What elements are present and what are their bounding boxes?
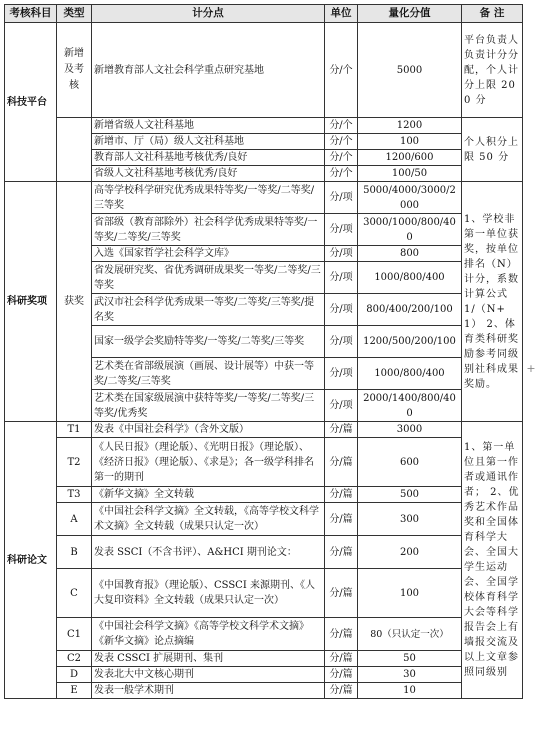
score-cell: 3000/1000/800/400 [358,214,462,246]
header-subject: 考核科目 [5,5,57,23]
score-cell: 30 [358,667,462,683]
type-award: 获奖 [57,182,92,422]
unit-cell: 分/篇 [325,667,358,683]
score-cell: 1200 [358,118,462,134]
type-cell: C [57,569,92,618]
score-cell: 100 [358,569,462,618]
remark-tech-2: 个人积分上限 50 分 [462,118,523,182]
score-cell: 600 [358,438,462,487]
unit-cell: 分/项 [325,214,358,246]
point-cell: 省部级（教育部除外）社会科学优秀成果特等奖/一等奖/二等奖/三等奖 [92,214,325,246]
unit-cell: 分/篇 [325,503,358,536]
type-cell: T1 [57,422,92,438]
type-cell: D [57,667,92,683]
table-row [5,438,523,487]
subject-paper: 科研论文 [5,422,57,699]
unit-cell: 分/个 [325,150,358,166]
point-cell: 《人民日报》（理论版）、《光明日报》（理论版）、《经济日报》（理论版）、《求是》；各一级学科排名第一的期刊 [92,438,325,487]
unit-cell: 分/个 [325,134,358,150]
type-new: 新增及考核 [57,23,92,118]
unit-cell: 分/项 [325,294,358,326]
table-row [5,618,523,651]
point-cell: 新增省级人文社科基地 [92,118,325,134]
unit-cell: 分/个 [325,118,358,134]
subject-award: 科研奖项 [5,182,57,422]
type-blank [57,118,92,182]
unit-cell: 分/项 [325,262,358,294]
score-cell: 200 [358,536,462,569]
score-cell: 1200/600 [358,150,462,166]
score-cell: 300 [358,503,462,536]
point-cell: 《中国社会科学文摘》《高等学校文科学术文摘》《新华文摘》论点摘编 [92,618,325,651]
table-row [5,422,523,438]
header-type: 类型 [57,5,92,23]
unit-cell: 分/篇 [325,618,358,651]
unit-cell: 分/篇 [325,422,358,438]
score-cell: 1000/800/400 [358,358,462,390]
point-cell: 新增市、厅（局）级人文社科基地 [92,134,325,150]
table-row [5,503,523,536]
unit-cell: 分/项 [325,246,358,262]
score-cell: 800 [358,246,462,262]
remark-tech-1: 平台负责人负责计分分配，个人计分上限 200 分 [462,23,523,118]
unit-cell: 分/篇 [325,683,358,699]
header-row [5,5,523,23]
unit-cell: 分/篇 [325,569,358,618]
point-cell: 武汉市社会科学优秀成果一等奖/二等奖/三等奖/提名奖 [92,294,325,326]
score-cell: 3000 [358,422,462,438]
point-cell: 高等学校科学研究优秀成果特等奖/一等奖/二等奖/三等奖 [92,182,325,214]
point-cell: 省级人文社科基地考核优秀/良好 [92,166,325,182]
score-cell: 10 [358,683,462,699]
point-cell: 国家一级学会奖励特等奖/一等奖/二等奖/三等奖 [92,326,325,358]
type-cell: A [57,503,92,536]
type-cell: C1 [57,618,92,651]
type-cell: E [57,683,92,699]
score-cell: 100 [358,134,462,150]
table-row [5,118,523,134]
table-row [5,651,523,667]
table-row [5,182,523,214]
table-row [5,569,523,618]
point-cell: 《新华文摘》全文转载 [92,487,325,503]
table-row [5,536,523,569]
score-cell: 100/50 [358,166,462,182]
unit-cell: 分/项 [325,358,358,390]
remark-award: 1、学校非第一单位获奖，按单位排名（N）计分，系数计算公式 1/（N+1） 2、体育类科研奖励参考同级别社科成果奖励。 [462,182,523,422]
point-cell: 艺术类在国家级展演中获特等奖/一等奖/二等奖/三等奖/优秀奖 [92,390,325,422]
unit-cell: 分/篇 [325,438,358,487]
table-row [5,683,523,699]
point-cell: 教育部人文社科基地考核优秀/良好 [92,150,325,166]
scoring-table [4,4,523,699]
score-cell: 5000/4000/3000/2000 [358,182,462,214]
point-cell: 《中国教育报》（理论版）、CSSCI 来源期刊、《人大复印资料》全文转载（成果只认定一次） [92,569,325,618]
expand-button[interactable]: + [526,362,536,375]
score-cell: 1000/800/400 [358,262,462,294]
subject-tech: 科技平台 [5,23,57,182]
point-cell: 省发展研究奖、省优秀调研成果奖一等奖/二等奖/三等奖 [92,262,325,294]
unit-cell: 分/项 [325,390,358,422]
score-cell: 800/400/200/100 [358,294,462,326]
unit-cell: 分/项 [325,182,358,214]
point-cell: 发表《中国社会科学》（含外文版） [92,422,325,438]
type-cell: B [57,536,92,569]
unit-cell: 分/项 [325,326,358,358]
unit-cell: 分/篇 [325,651,358,667]
unit-cell: 分/个 [325,23,358,118]
table-row [5,23,523,118]
point-cell: 《中国社会科学文摘》全文转载，《高等学校文科学术文摘》全文转载（成果只认定一次） [92,503,325,536]
unit-cell: 分/个 [325,166,358,182]
header-unit: 单位 [325,5,358,23]
remark-paper: 1、第一单位且第一作者或通讯作者； 2、优秀艺术作品奖和全国体育科学大会、全国大学生运动会、全国学校体育科学大会等科学报告会上有墙报交流及以上文章参照同级别 [462,422,523,699]
point-cell: 入选《国家哲学社会科学文库》 [92,246,325,262]
unit-cell: 分/篇 [325,536,358,569]
point-cell: 发表北大中文核心期刊 [92,667,325,683]
table-row [5,667,523,683]
type-cell: C2 [57,651,92,667]
unit-cell: 分/篇 [325,487,358,503]
score-cell: 5000 [358,23,462,118]
header-point: 计分点 [92,5,325,23]
header-score: 量化分值 [358,5,462,23]
point-cell: 新增教育部人文社会科学重点研究基地 [92,23,325,118]
score-cell: 80（只认定一次） [358,618,462,651]
point-cell: 发表一般学术期刊 [92,683,325,699]
point-cell: 发表 SSCI（不含书评）、A&HCI 期刊论文： [92,536,325,569]
score-cell: 1200/500/200/100 [358,326,462,358]
score-cell: 50 [358,651,462,667]
type-cell: T3 [57,487,92,503]
score-cell: 2000/1400/800/400 [358,390,462,422]
header-remark: 备 注 [462,5,523,23]
point-cell: 艺术类在省部级展演（画展、设计展等）中获一等奖/二等奖/三等奖 [92,358,325,390]
point-cell: 发表 CSSCI 扩展期刊、集刊 [92,651,325,667]
score-cell: 500 [358,487,462,503]
type-cell: T2 [57,438,92,487]
table-row [5,487,523,503]
